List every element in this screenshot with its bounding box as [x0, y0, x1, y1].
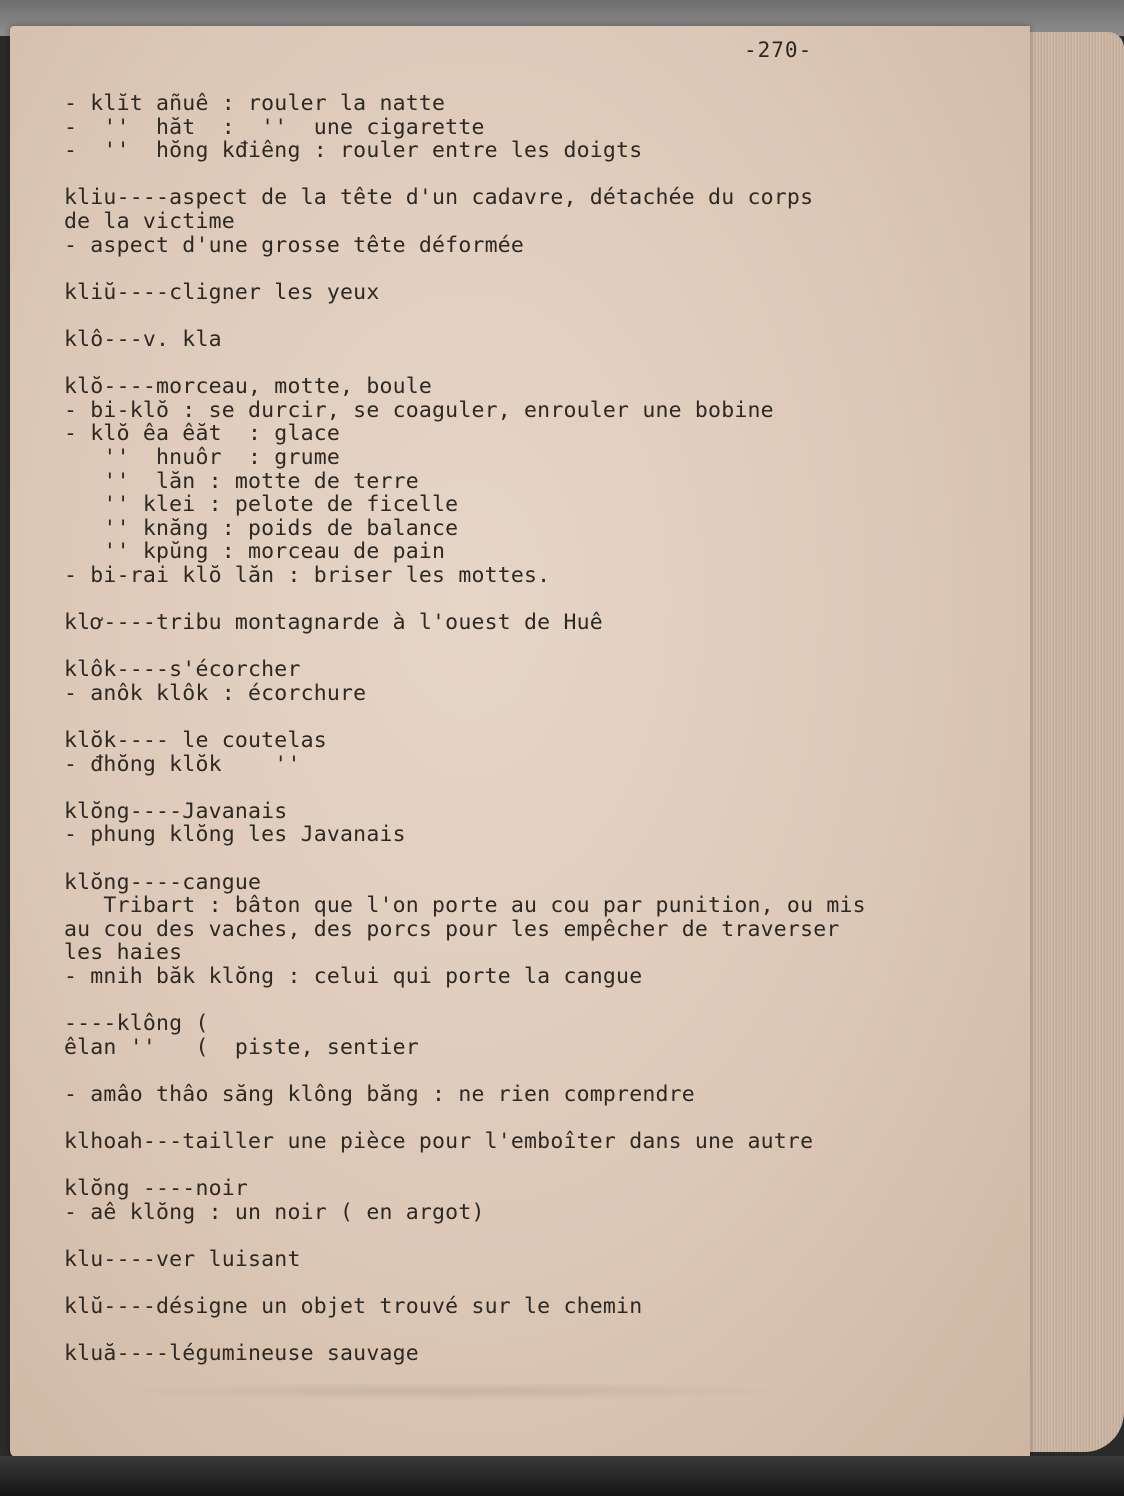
text-line: '' hnuôr : grume [64, 444, 341, 470]
text-line: au cou des vaches, des porcs pour les empêcher de traverser [64, 916, 840, 942]
text-line: '' klei : pelote de ficelle [64, 492, 459, 518]
text-line: - mnih băk klŏng : celui qui porte la cangue [64, 963, 643, 989]
text-line: klôk----s'écorcher [64, 657, 301, 683]
text-line: - '' hŏng kđiêng : rouler entre les doigts [64, 138, 643, 164]
text-line: - bi-rai klŏ lăn : briser les mottes. [64, 562, 551, 588]
text-line: kliŭ----cligner les yeux [64, 279, 380, 305]
text-line: - aspect d'une grosse tête déformée [64, 232, 525, 258]
text-line: '' lăn : motte de terre [64, 468, 419, 494]
text-line: - phung klŏng les Javanais [64, 822, 406, 848]
text-line: klŏng----cangue [64, 869, 262, 895]
text-line: ----klông ( [64, 1011, 209, 1037]
book-page-edges [1024, 32, 1124, 1452]
text-line: êlan '' ( piste, sentier [64, 1034, 419, 1060]
text-line: kliu----aspect de la tête d'un cadavre, détachée du corps [64, 185, 814, 211]
text-line: kluă----légumineuse sauvage [64, 1341, 419, 1367]
text-line: klô---v. kla [64, 326, 222, 352]
text-line: klŏng ----noir [64, 1176, 249, 1202]
text-line: - anôk klôk : écorchure [64, 680, 367, 706]
ink-smudge [110, 1382, 800, 1400]
text-line: Tribart : bâton que l'on porte au cou par punition, ou mis [64, 893, 866, 919]
text-line: klu----ver luisant [64, 1247, 301, 1273]
dictionary-text [64, 92, 964, 1366]
text-line: klhoah---tailler une pièce pour l'emboîter dans une autre [64, 1129, 814, 1155]
text-line: klơ----tribu montagnarde à l'ouest de Huê [64, 610, 603, 636]
text-line: '' kpŭng : morceau de pain [64, 539, 446, 565]
text-line: '' knăng : poids de balance [64, 515, 459, 541]
text-line: klŭ----désigne un objet trouvé sur le chemin [64, 1294, 643, 1320]
text-line: - amâo thâo săng klông băng : ne rien comprendre [64, 1081, 695, 1107]
text-line: - '' hăt : '' une cigarette [64, 114, 485, 140]
text-line: - đhŏng klŏk '' [64, 751, 301, 777]
text-line: - bi-klŏ : se durcir, se coaguler, enrouler une bobine [64, 397, 774, 423]
text-line: klŏng----Javanais [64, 798, 288, 824]
text-line: - klĭt añuê : rouler la natte [64, 91, 446, 116]
text-line: de la victime [64, 208, 235, 234]
text-line: - klŏ êa êăt : glace [64, 421, 341, 447]
text-line: les haies [64, 940, 183, 966]
text-line: klŏ----morceau, motte, boule [64, 374, 433, 400]
page-number: -270- [744, 38, 813, 62]
text-line: - aê klŏng : un noir ( en argot) [64, 1199, 485, 1225]
scanner-background-bottom [0, 1456, 1124, 1496]
text-line: klŏk---- le coutelas [64, 728, 327, 754]
